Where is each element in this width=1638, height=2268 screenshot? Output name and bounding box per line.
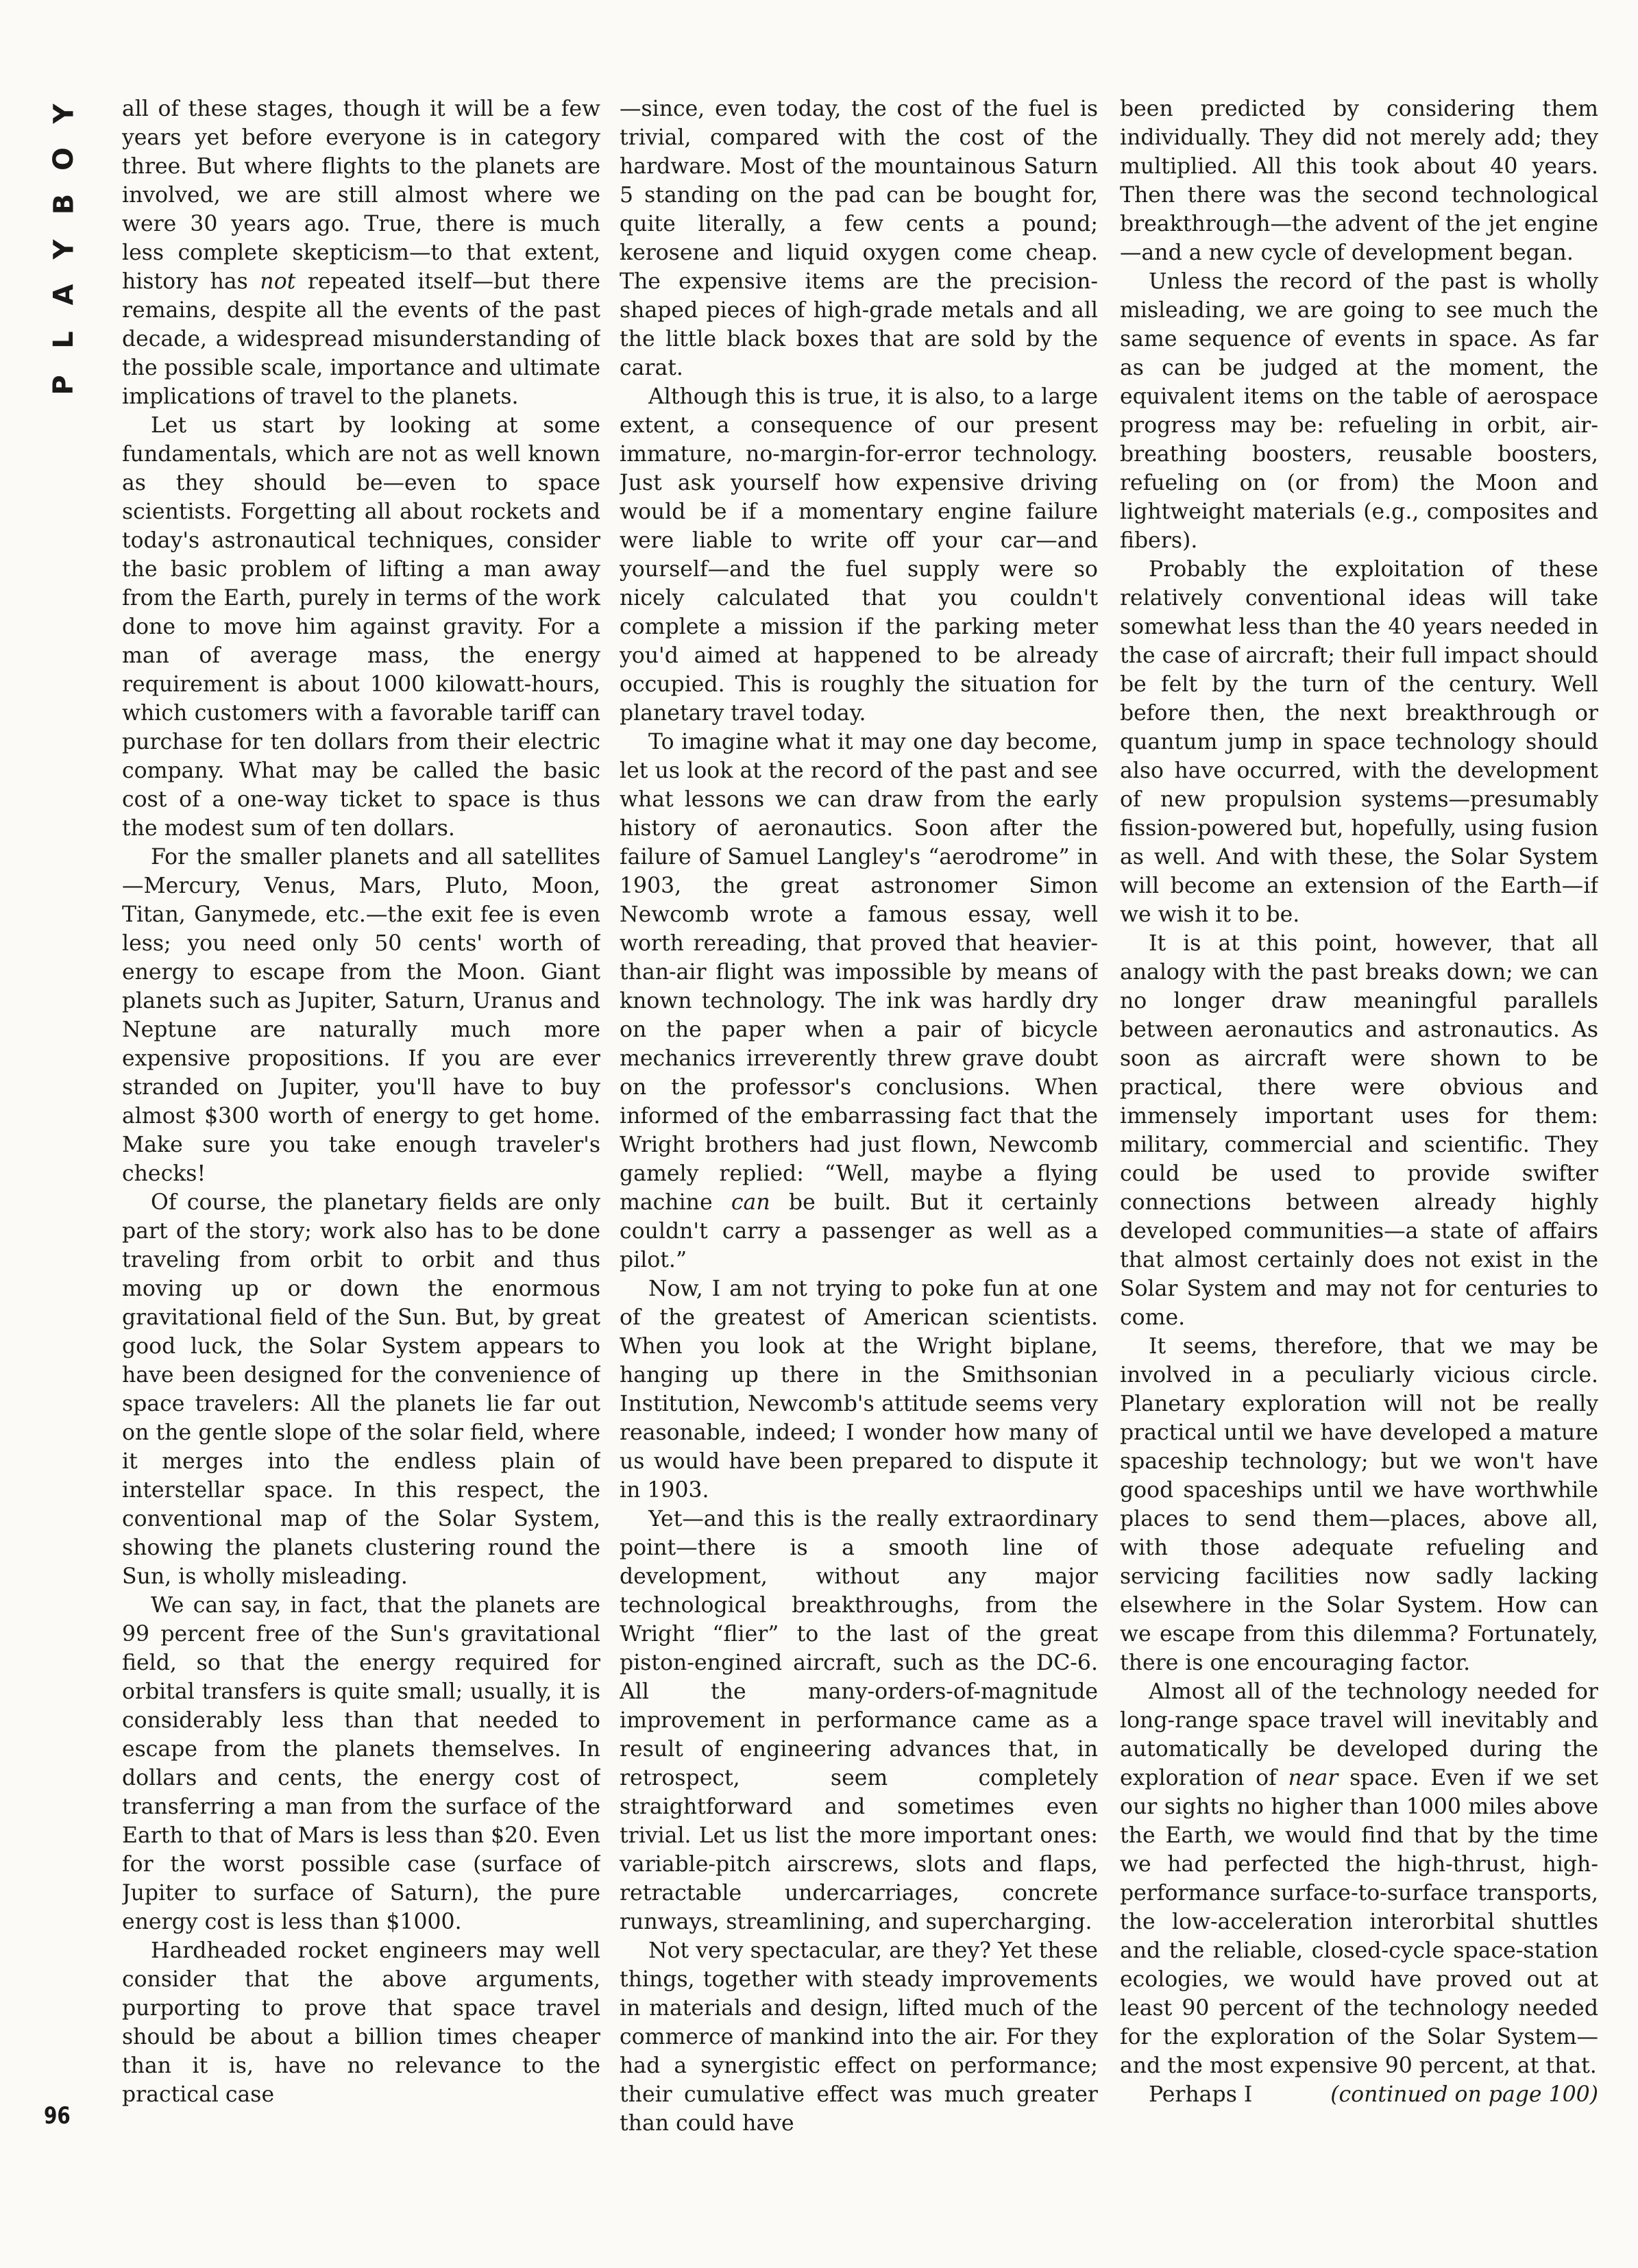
paragraph: Unless the record of the past is wholly misleading, we are going to see much the same sequence of events in space. As far as can be judged at the moment, the equivalent items on the table of aerospace progress may be: refueling in orbit, air-breathing boosters, reusable boosters, refueling on (or from) the Moon and lightweight materials (e.g., composites and fibers). (1120, 269, 1598, 553)
paragraph (122, 95, 600, 411)
paragraph (620, 728, 1098, 1274)
article-column-3 (1120, 95, 1598, 2178)
masthead-letter: Y (48, 239, 80, 260)
final-line (1120, 2080, 1598, 2109)
masthead-vertical (41, 96, 89, 452)
masthead-letter: A (48, 284, 80, 306)
paragraph: —since, even today, the cost of the fuel is trivial, compared with the cost of the hardware. Most of the mountainous Saturn 5 standing on the pad can be bought for, quite literally, a few cents a pound; kerosene and liquid oxygen come cheap. The expensive items are the precision-shaped pieces of high-grade metals and all the little black boxes that are sold by the carat. (620, 97, 1098, 380)
masthead-letter: Y (48, 103, 80, 124)
paragraph: Not very spectacular, are they? Yet these things, together with steady improvements in materials and design, lifted much of the commerce of mankind into the air. For they had a synergistic effect on performance; their cumulative effect was much greater than could have (620, 1938, 1098, 2136)
article-column-2 (620, 95, 1098, 2178)
paragraph: It is at this point, however, that all analogy with the past breaks down; we can no longer draw meaningful parallels between aeronautics and astronautics. As soon as aircraft were shown to be practical, there were obvious and immensely important uses for them: military, commercial and scientific. They could be used to provide swifter connections between already highly developed communities—a state of affairs that almost certainly does not exist in the Solar System and may not for centuries to come. (1120, 931, 1598, 1330)
article-column-1 (122, 95, 600, 2178)
emphasis-text: not (260, 269, 296, 294)
paragraph-text: space. Even if we set our sights no higher than 1000 miles above the Earth, we would find that by the time we had perfected the high-thrust, high-performance surface-to-surface transports, the low-acceleration interorbital shuttles and the reliable, closed-cycle space-station ecologies, we would have proved out at least 90 percent of the technology needed for the exploration of the Solar System—and the most expensive 90 percent, at that. (1120, 1766, 1598, 2078)
paragraph-text: all of these stages, though it will be a few years yet before everyone is in category three. But where flights to the planets are involved, we are still almost where we were 30 years ago. True, there is much less complete skepticism—to that extent, history has (122, 97, 600, 294)
paragraph-text: To imagine what it may one day become, let us look at the record of the past and see what lessons we can draw from the early history of aeronautics. Soon after the failure of Samuel Langley's “aerodrome” in 1903, the great astronomer Simon Newcomb wrote a famous essay, well worth rereading, that proved that heavier-than-air flight was impossible by means of known technology. The ink was hardly dry on the paper when a pair of bicycle mechanics irreverently threw grave doubt on the professor's conclusions. When informed of the embarrassing fact that the Wright brothers had just flown, Newcomb gamely replied: “Well, maybe a flying machine (620, 730, 1098, 1215)
masthead-letter: B (48, 193, 80, 215)
paragraph: Probably the exploitation of these relatively conventional ideas will take somewhat less than the 40 years needed in the case of aircraft; their full impact should be felt by the turn of the century. Well before then, the next breakthrough or quantum jump in space technology should also have occurred, with the development of new propulsion systems—presumably fission-powered but, hopefully, using fusion as well. And with these, the Solar System will become an extension of the Earth—if we wish it to be. (1120, 557, 1598, 927)
paragraph: Let us start by looking at some fundamentals, which are not as well known as they should be—even to space scientists. Forgetting all about rockets and today's astronautical techniques, consider the basic problem of lifting a man away from the Earth, purely in terms of the work done to move him against gravity. For a man of average mass, the energy requirement is about 1000 kilowatt-hours, which customers with a favorable tariff can purchase for ten dollars from their electric company. What may be called the basic cost of a one-way ticket to space is thus the modest sum of ten dollars. (122, 413, 600, 841)
emphasis-text: can (731, 1190, 770, 1215)
paragraph: It seems, therefore, that we may be involved in a peculiarly vicious circle. Planetary exploration will not be really practical until we have developed a mature spaceship technology; but we won't have good spaceships until we have worthwhile places to send them—places, above all, with those adequate refueling and servicing facilities now sadly lacking elsewhere in the Solar System. How can we escape from this dilemma? Fortunately, there is one encouraging factor. (1120, 1334, 1598, 1675)
paragraph-text: repeated itself—but there remains, despite all the events of the past decade, a widespread misunderstanding of the possible scale, importance and ultimate implications of travel to the planets. (122, 269, 600, 409)
page-number: 96 (44, 2102, 71, 2130)
paragraph: Hardheaded rocket engineers may well consider that the above arguments, purporting to prove that space travel should be about a billion times cheaper than it is, have no relevance to the practical case (122, 1938, 600, 2107)
emphasis-text: near (1288, 1766, 1338, 1790)
paragraph: been predicted by considering them individually. They did not merely add; they multiplied. All this took about 40 years. Then there was the second technological breakthrough—the advent of the jet engine—and a new cycle of development began. (1120, 97, 1598, 265)
continued-link: (continued on page 100) (1330, 2082, 1598, 2107)
masthead-letter: L (48, 331, 80, 349)
paragraph-text: be built. But it certainly couldn't carry a passenger as well as a pilot.” (620, 1190, 1098, 1272)
paragraph-text: Almost all of the technology needed for long-range space travel will inevitably and automatically be developed during the exploration of (1120, 1679, 1598, 1790)
paragraph: We can say, in fact, that the planets are 99 percent free of the Sun's gravitational field, so that the energy required for orbital transfers is quite small; usually, it is considerably less than that needed to escape from the planets themselves. In dollars and cents, the energy cost of transferring a man from the surface of the Earth to that of Mars is less than $20. Even for the worst possible case (surface of Jupiter to surface of Saturn), the pure energy cost is less than $1000. (122, 1593, 600, 1934)
paragraph: Of course, the planetary fields are only part of the story; work also has to be done traveling from orbit to orbit and thus moving up or down the enormous gravitational field of the Sun. But, by great good luck, the Solar System appears to have been designed for the convenience of space travelers: All the planets lie far out on the gentle slope of the solar field, where it merges into the endless plain of interstellar space. In this respect, the conventional map of the Solar System, showing the planets clustering round the Sun, is wholly misleading. (122, 1190, 600, 1589)
paragraph: Although this is true, it is also, to a large extent, a consequence of our present immature, no-margin-for-error technology. Just ask yourself how expensive driving would be if a momentary engine failure were liable to write off your car—and yourself—and the fuel supply were so nicely calculated that you couldn't complete a mission if the parking meter you'd aimed at happened to be already occupied. This is roughly the situation for planetary travel today. (620, 384, 1098, 726)
masthead-letter: P (47, 375, 80, 395)
paragraph-text: Perhaps I (1149, 2082, 1253, 2107)
masthead-letter: O (47, 147, 80, 171)
paragraph (1120, 1677, 1598, 2080)
paragraph: For the smaller planets and all satellites—Mercury, Venus, Mars, Pluto, Moon, Titan, Ganymede, etc.—the exit fee is even less; you need only 50 cents' worth of energy to escape from the Moon. Giant planets such as Jupiter, Saturn, Uranus and Neptune are naturally much more expensive propositions. If you are ever stranded on Jupiter, you'll have to buy almost $300 worth of energy to get home. Make sure you take enough traveler's checks! (122, 845, 600, 1186)
paragraph: Now, I am not trying to poke fun at one of the greatest of American scientists. When you look at the Wright biplane, hanging up there in the Smithsonian Institution, Newcomb's attitude seems very reasonable, indeed; I wonder how many of us would have been prepared to dispute it in 1903. (620, 1277, 1098, 1503)
paragraph: Yet—and this is the really extraordinary point—there is a smooth line of development, without any major technological breakthroughs, from the Wright “flier” to the last of the great piston-engined aircraft, such as the DC-6. All the many-orders-of-magnitude improvement in performance came as a result of engineering advances that, in retrospect, seem completely straightforward and sometimes even trivial. Let us list the more important ones: variable-pitch airscrews, slots and flaps, retractable undercarriages, concrete runways, streamlining, and supercharging. (620, 1507, 1098, 1934)
